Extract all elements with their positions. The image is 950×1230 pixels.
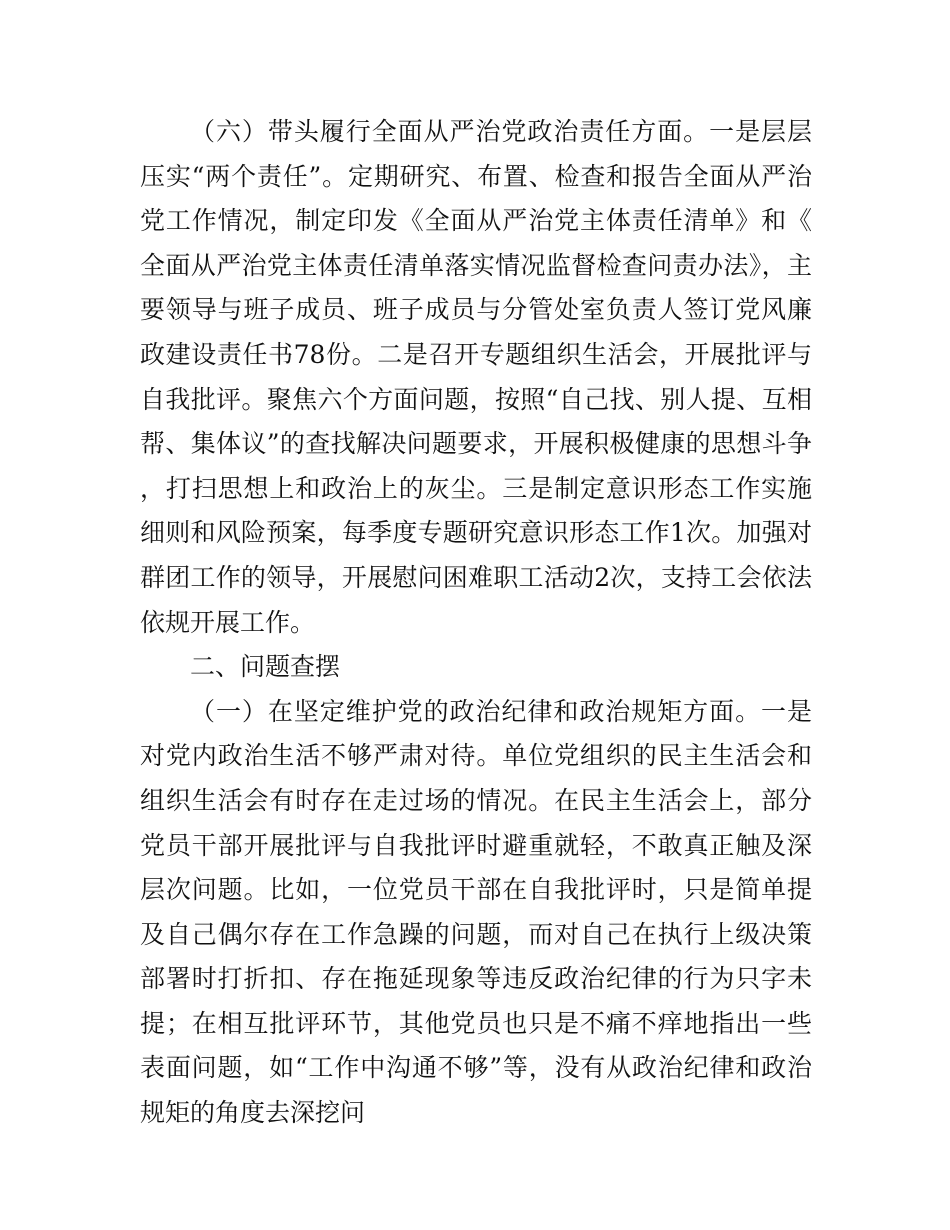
paragraph-section-6: （六）带头履行全面从严治党政治责任方面。一是层层压实“两个责任”。定期研究、布置、检查和报告全面从严治党工作情况，制定印发《全面从严治党主体责任清单》和《全面从严治党主体责任清单落实情况监督检查问责办法》，主要领导与班子成员、班子成员与分管处室负责人签订党风廉政建设责任书78份。二是召开专题组织生活会，开展批评与自我批评。聚焦六个方面问题，按照“自己找、别人提、互相帮、集体议”的查找解决问题要求，开展积极健康的思想斗争，打扫思想上和政治上的灰尘。三是制定意识形态工作实施细则和风险预案，每季度专题研究意识形态工作1次。加强对群团工作的领导，开展慰问困难职工活动2次，支持工会依法依规开展工作。 [140,117,812,637]
document-body [140,110,812,1136]
section-heading-problems: 二、问题查摆 [190,652,341,682]
paragraph-problem-1: （一）在坚定维护党的政治纪律和政治规矩方面。一是对党内政治生活不够严肃对待。单位党组织的民主生活会和组织生活会有时存在走过场的情况。在民主生活会上，部分党员干部开展批评与自我批评时避重就轻，不敢真正触及深层次问题。比如，一位党员干部在自我批评时，只是简单提及自己偶尔存在工作急躁的问题，而对自己在执行上级决策部署时打折扣、存在拖延现象等违反政治纪律的行为只字未提；在相互批评环节，其他党员也只是不痛不痒地指出一些表面问题，如“工作中沟通不够”等，没有从政治纪律和政治规矩的角度去深挖问 [140,696,812,1128]
